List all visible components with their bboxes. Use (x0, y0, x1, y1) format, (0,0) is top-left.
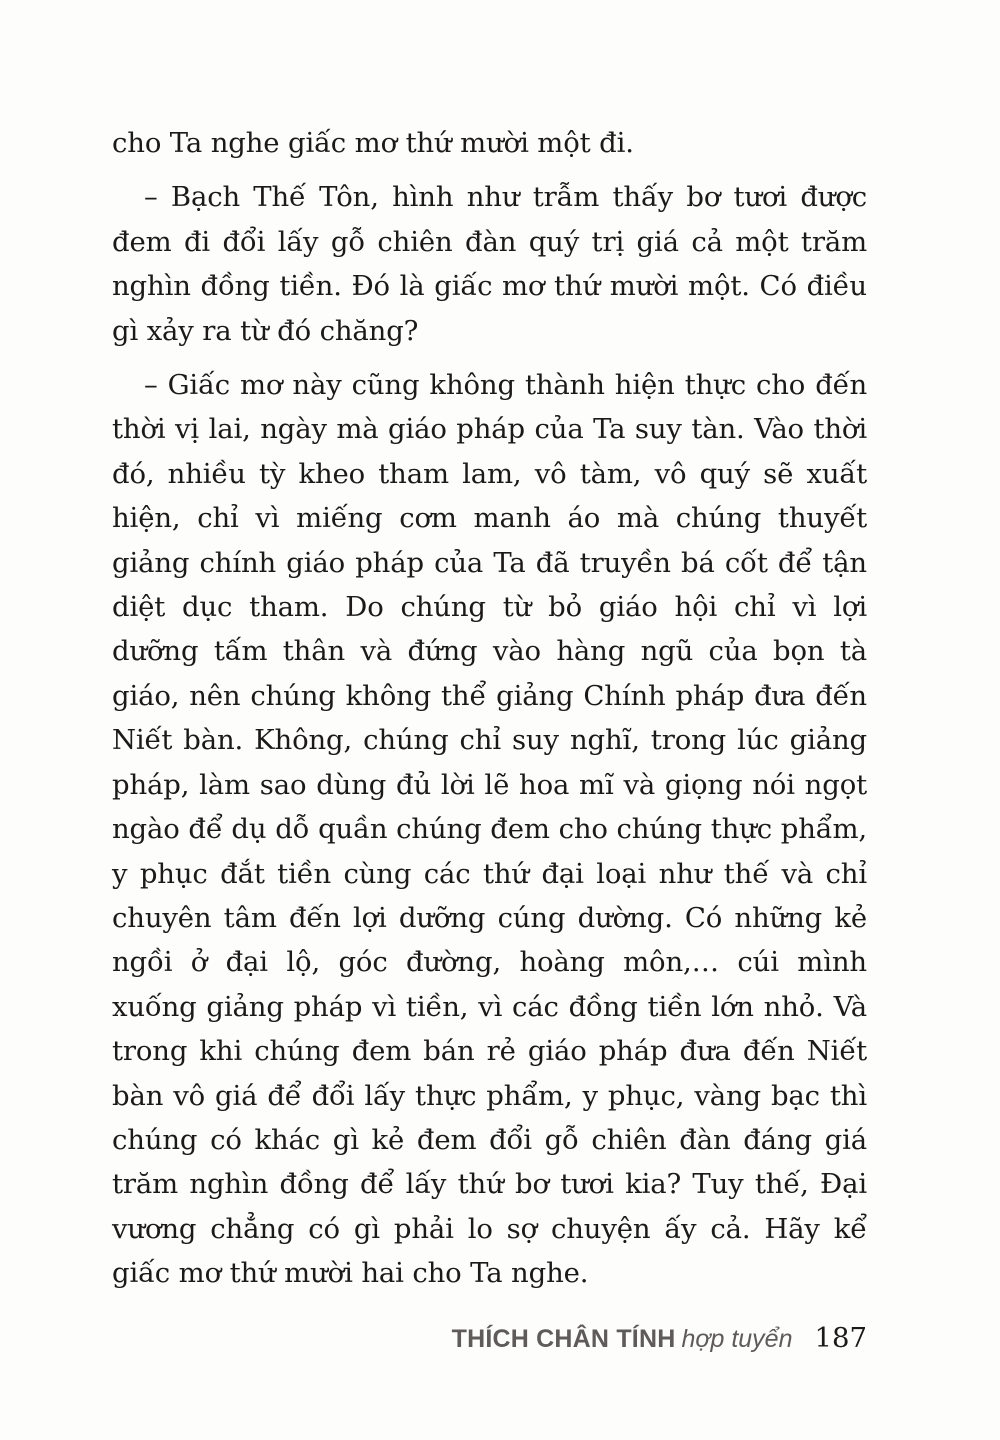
footer-author: THÍCH CHÂN TÍNH (451, 1325, 676, 1353)
running-footer (112, 1322, 867, 1366)
footer-subtitle: hợp tuyển (681, 1325, 793, 1353)
body-text (112, 121, 867, 1306)
paragraph-dialogue-king: – Bạch Thế Tôn, hình như trẫm thấy bơ tươi được đem đi đổi lấy gỗ chiên đàn quý trị giá cả một trăm nghìn đồng tiền. Đó là giấc mơ thứ mười một. Có điều gì xảy ra từ đó chăng? (112, 181, 867, 347)
page-number: 187 (814, 1322, 867, 1354)
paragraph-dialogue-buddha: – Giấc mơ này cũng không thành hiện thực cho đến thời vị lai, ngày mà giáo pháp của Ta suy tàn. Vào thời đó, nhiều tỳ kheo tham lam, vô tàm, vô quý sẽ xuất hiện, chỉ vì miếng cơm manh áo mà chúng thuyết giảng chính giáo pháp của Ta đã truyền bá cốt để tận diệt dục tham. Do chúng từ bỏ giáo hội chỉ vì lợi dưỡng tấm thân và đứng vào hàng ngũ của bọn tà giáo, nên chúng không thể giảng Chính pháp đưa đến Niết bàn. Không, chúng chỉ suy nghĩ, trong lúc giảng pháp, làm sao dùng đủ lời lẽ hoa mĩ và giọng nói ngọt ngào để dụ dỗ quần chúng đem cho chúng thực phẩm, y phục đắt tiền cùng các thứ đại loại như thế và chỉ chuyên tâm đến lợi dưỡng cúng dường. Có những kẻ ngồi ở đại lộ, góc đường, hoàng môn,… cúi mình xuống giảng pháp vì tiền, vì các đồng tiền lớn nhỏ. Và trong khi chúng đem bán rẻ giáo pháp đưa đến Niết bàn vô giá để đổi lấy thực phẩm, y phục, vàng bạc thì chúng có khác gì kẻ đem đổi gỗ chiên đàn đáng giá trăm nghìn đồng để lấy thứ bơ tươi kia? Tuy thế, Đại vương chẳng có gì phải lo sợ chuyện ấy cả. Hãy kể giấc mơ thứ mười hai cho Ta nghe. (112, 369, 867, 1290)
paragraph-continuation: cho Ta nghe giấc mơ thứ mười một đi. (112, 127, 634, 159)
